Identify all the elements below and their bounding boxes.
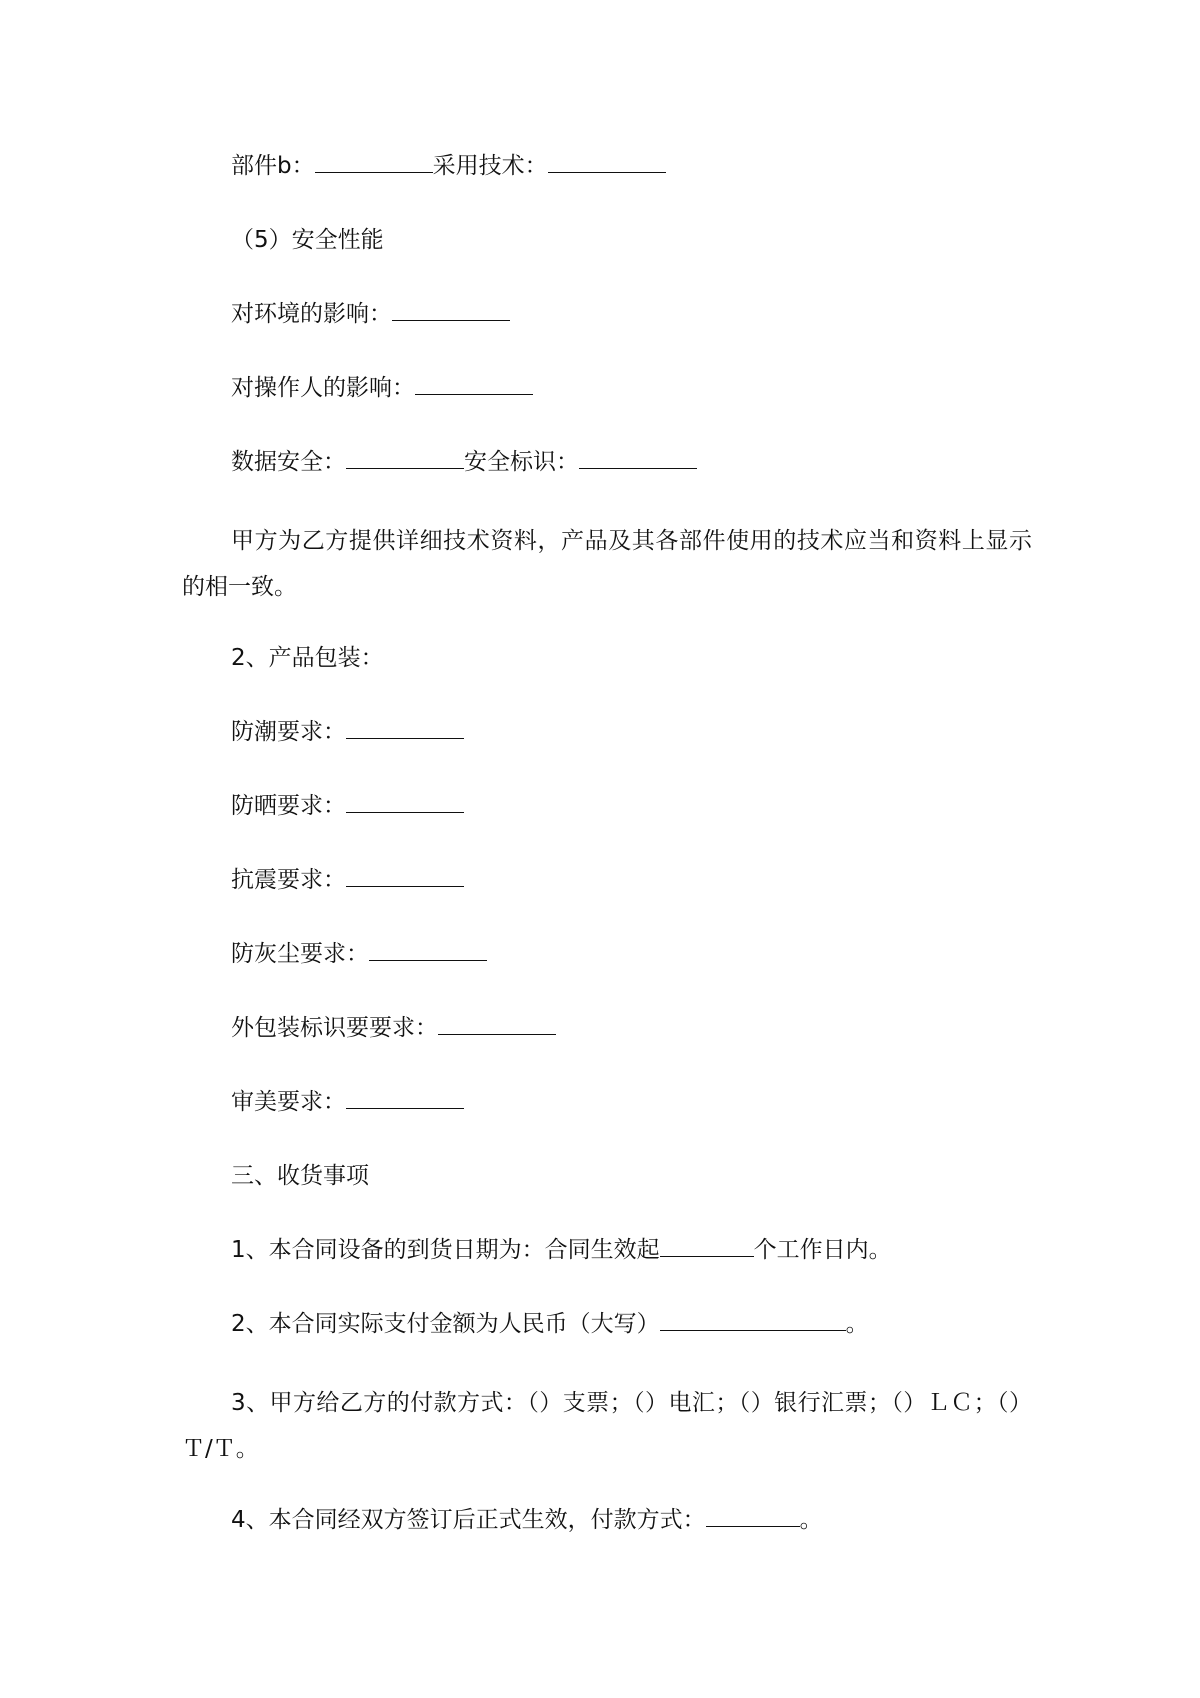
technical-data-paragraph: 甲方为乙方提供详细技术资料，产品及其各部件使用的技术应当和资料上显示的相一致。 xyxy=(182,528,1032,600)
outer-label-blank xyxy=(438,1010,556,1035)
safety-mark-blank xyxy=(579,444,697,469)
technology-label: 采用技术： xyxy=(432,153,548,179)
delivery-days-blank xyxy=(660,1232,754,1257)
payment-method-paragraph: 3、甲方给乙方的付款方式：（）支票；（）电汇；（）银行汇票；（）ＬＣ；（）Ｔ/Ｔ。 xyxy=(182,1390,1032,1462)
shock-label: 抗震要求： xyxy=(231,867,346,893)
technology-blank xyxy=(548,148,666,173)
sun-label: 防晒要求： xyxy=(231,793,346,819)
environment-impact-blank xyxy=(392,296,510,321)
component-b-line xyxy=(182,148,1032,184)
aesthetic-blank xyxy=(346,1084,464,1109)
safety-mark-label: 安全标识： xyxy=(464,449,579,475)
safety-heading-text: （5）安全性能 xyxy=(231,227,384,253)
environment-impact-line xyxy=(182,296,1032,332)
outer-label-line xyxy=(182,1010,1032,1046)
operator-impact-blank xyxy=(415,370,533,395)
dust-label: 防灰尘要求： xyxy=(231,941,369,967)
receipt-heading xyxy=(182,1158,1032,1194)
aesthetic-line xyxy=(182,1084,1032,1120)
component-b-label: 部件b： xyxy=(231,153,315,179)
delivery-date-text: 1、本合同设备的到货日期为：合同生效起 xyxy=(231,1237,660,1263)
packaging-heading-text: 2、产品包装： xyxy=(231,645,384,671)
moisture-line xyxy=(182,714,1032,750)
moisture-blank xyxy=(346,714,464,739)
document-body xyxy=(182,148,1032,1576)
dust-blank xyxy=(369,936,487,961)
aesthetic-label: 审美要求： xyxy=(231,1089,346,1115)
shock-line xyxy=(182,862,1032,898)
receipt-heading-text: 三、收货事项 xyxy=(231,1163,369,1189)
delivery-date-line xyxy=(182,1232,1032,1268)
contract-effective-line xyxy=(182,1502,1032,1538)
outer-label-label: 外包装标识要要求： xyxy=(231,1015,438,1041)
environment-impact-label: 对环境的影响： xyxy=(231,301,392,327)
payment-amount-line xyxy=(182,1306,1032,1342)
safety-heading xyxy=(182,222,1032,258)
payment-amount-suffix: 。 xyxy=(845,1311,869,1337)
data-safety-line xyxy=(182,444,1032,480)
data-safety-label: 数据安全： xyxy=(231,449,346,475)
contract-effective-text: 4、本合同经双方签订后正式生效，付款方式： xyxy=(231,1507,706,1533)
delivery-date-suffix: 个工作日内。 xyxy=(753,1237,892,1263)
payment-method-blank xyxy=(706,1502,800,1527)
payment-amount-text: 2、本合同实际支付金额为人民币（大写） xyxy=(231,1311,660,1337)
payment-amount-blank xyxy=(660,1306,846,1331)
dust-line xyxy=(182,936,1032,972)
data-safety-blank xyxy=(346,444,464,469)
sun-blank xyxy=(346,788,464,813)
shock-blank xyxy=(346,862,464,887)
packaging-heading xyxy=(182,640,1032,676)
moisture-label: 防潮要求： xyxy=(231,719,346,745)
operator-impact-line xyxy=(182,370,1032,406)
sun-line xyxy=(182,788,1032,824)
contract-effective-suffix: 。 xyxy=(799,1507,823,1533)
operator-impact-label: 对操作人的影响： xyxy=(231,375,415,401)
component-b-blank xyxy=(315,148,433,173)
